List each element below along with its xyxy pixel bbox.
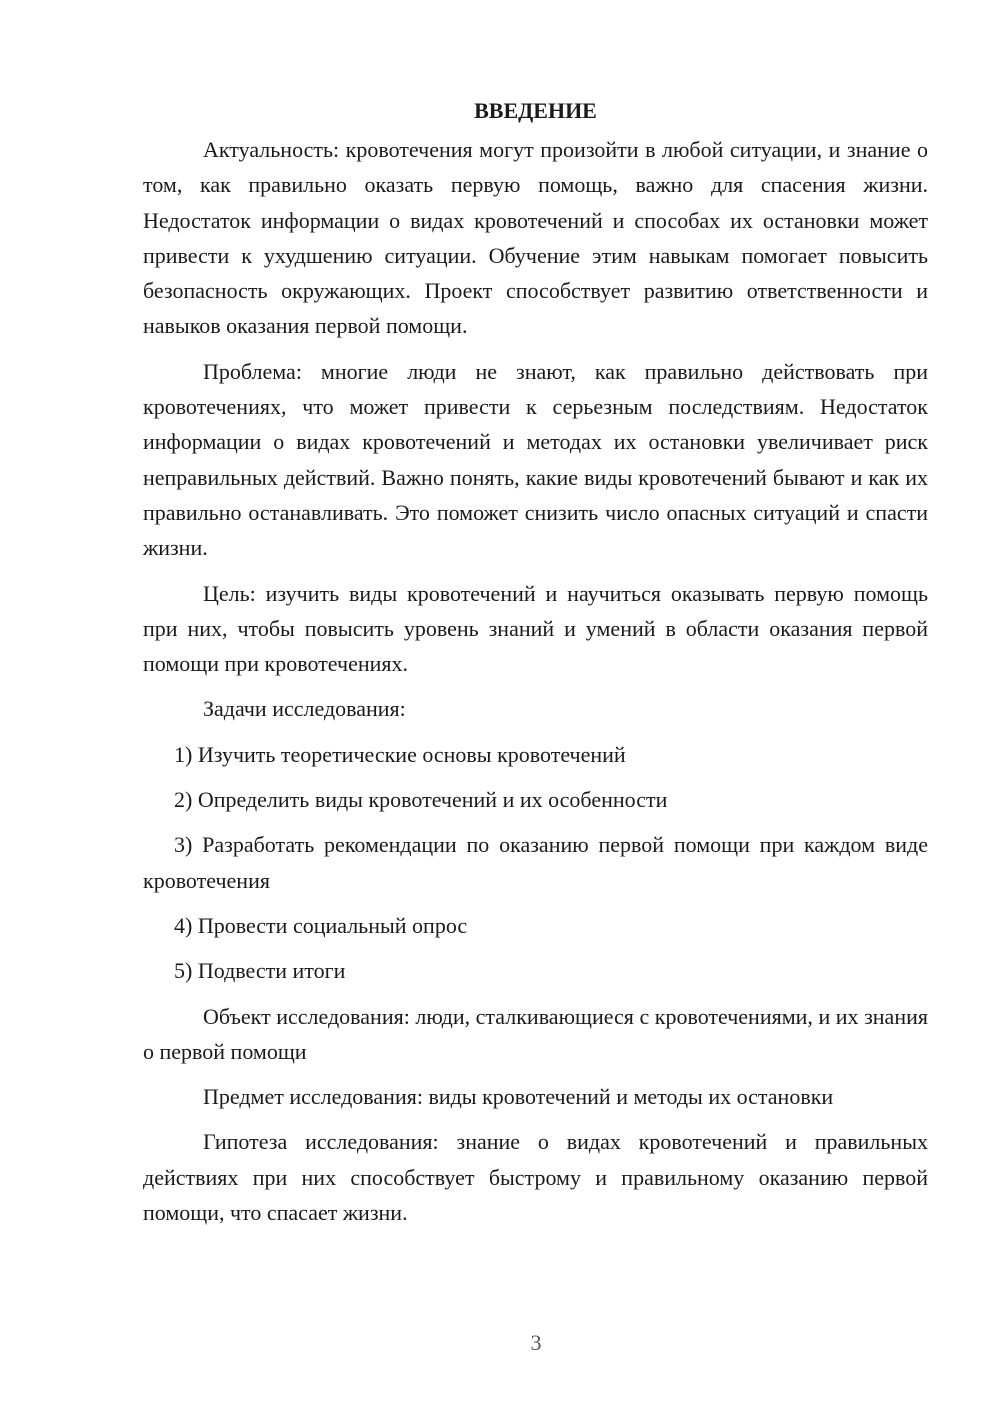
tasks-title: Задачи исследования:: [203, 696, 406, 722]
page-number: 3: [530, 1330, 542, 1355]
task-item: 3) Разработать рекомендации по оказанию первой помощи при каждом виде кровотечения: [143, 832, 928, 893]
object-paragraph: Объект исследования: люди, сталкивающиеся с кровотечениями, и их знания о первой помощи: [143, 1003, 928, 1064]
task-item: 1) Изучить теоретические основы кровотечений: [174, 741, 626, 767]
problem-paragraph: Проблема: многие люди не знают, как правильно действовать при кровотечениях, что может привести к серьезным последствиям. Недостаток информации о видах кровотечений и методах их остановки увеличивает риск неправильных действий. Важно понять, какие виды кровотечений бывают и как их правильно останавливать. Это поможет снизить число опасных ситуаций и спасти жизни.: [143, 358, 928, 561]
section-heading: ВВЕДЕНИЕ: [474, 98, 597, 123]
task-item: 4) Провести социальный опрос: [174, 912, 468, 938]
task-item: 5) Подвести итоги: [174, 958, 346, 984]
task-item: 2) Определить виды кровотечений и их особенности: [174, 787, 668, 813]
page-content: [143, 96, 928, 1240]
hypothesis-paragraph: Гипотеза исследования: знание о видах кровотечений и правильных действиях при них способствует быстрому и правильному оказанию первой помощи, что спасает жизни.: [143, 1129, 928, 1226]
subject-paragraph: Предмет исследования: виды кровотечений и методы их остановки: [203, 1084, 834, 1110]
relevance-paragraph: Актуальность: кровотечения могут произойти в любой ситуации, и знание о том, как правильно оказать первую помощь, важно для спасения жизни. Недостаток информации о видах кровотечений и способах их остановки может привести к ухудшению ситуации. Обучение этим навыкам помогает повысить безопасность окружающих. Проект способствует развитию ответственности и навыков оказания первой помощи.: [143, 137, 928, 339]
goal-paragraph: Цель: изучить виды кровотечений и научиться оказывать первую помощь при них, чтобы повысить уровень знаний и умений в области оказания первой помощи при кровотечениях.: [143, 580, 928, 677]
